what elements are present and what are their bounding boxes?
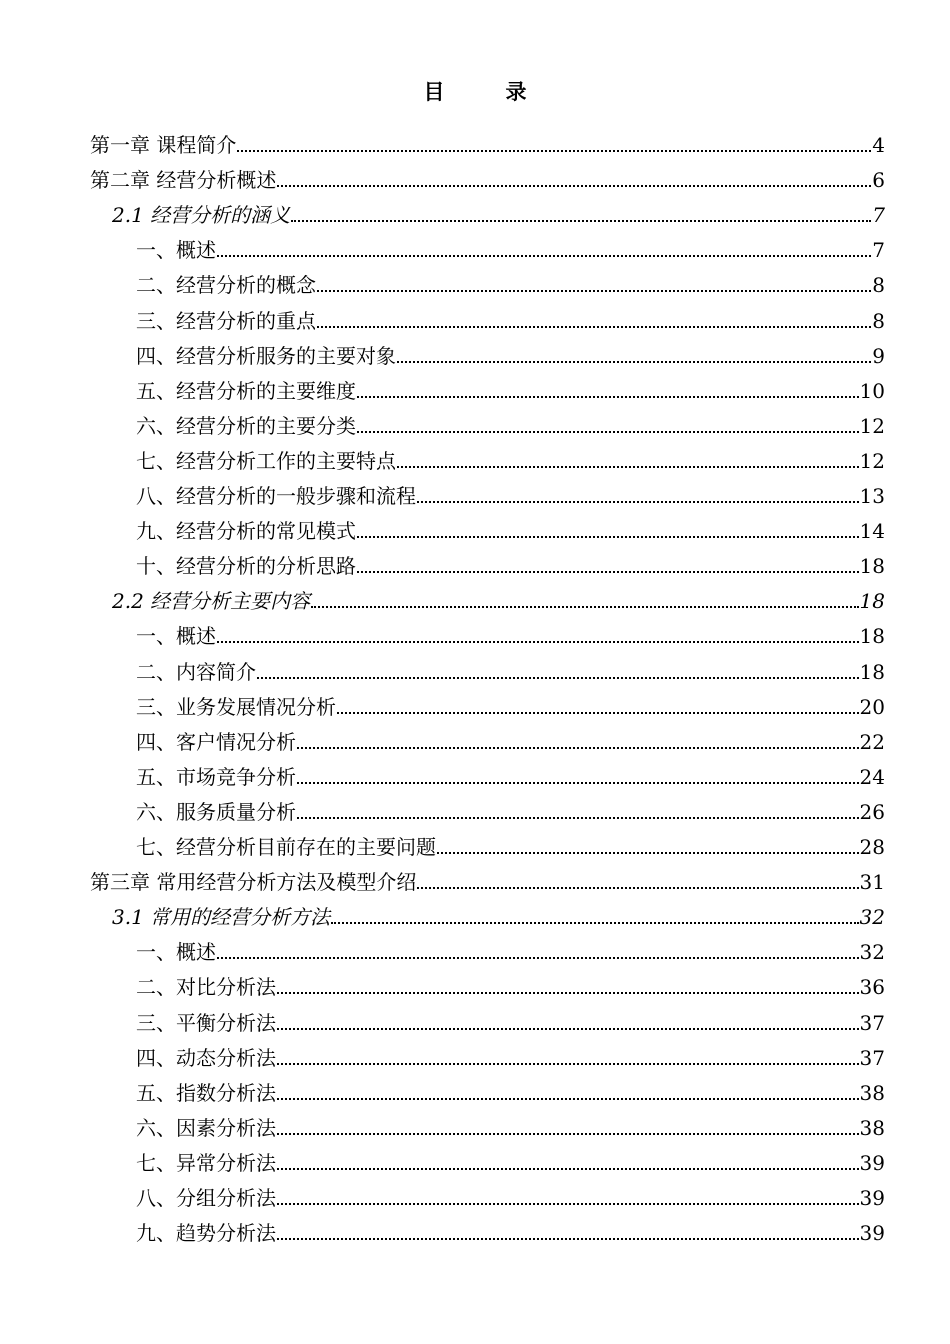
toc-entry[interactable]	[136, 684, 885, 719]
toc-entry-label: 九、经营分析的常见模式	[136, 519, 356, 544]
toc-entry-label: 二、经营分析的概念	[136, 273, 316, 298]
toc-entry-label: 2.1 经营分析的涵义	[112, 203, 291, 228]
toc-entry[interactable]	[112, 894, 885, 929]
toc-entry[interactable]	[90, 157, 885, 192]
toc-dot-leader	[277, 1063, 859, 1065]
toc-entry-page-number: 39	[859, 1221, 885, 1246]
toc-entry-page-number: 22	[859, 729, 885, 754]
toc-entry-label: 三、平衡分析法	[136, 1010, 276, 1035]
toc-entry-page-number: 20	[859, 694, 885, 719]
toc-dot-leader	[297, 817, 859, 819]
toc-entry[interactable]	[136, 368, 885, 403]
toc-entry-page-number: 32	[859, 940, 885, 965]
toc-entry-page-number: 14	[859, 519, 885, 544]
toc-dot-leader	[311, 606, 858, 608]
toc-entry[interactable]	[112, 578, 885, 613]
toc-entry-page-number: 18	[859, 659, 885, 684]
toc-title: 目 录	[423, 79, 547, 104]
toc-entry-page-number: 7	[872, 238, 885, 263]
toc-dot-leader	[277, 185, 871, 187]
toc-entry-label: 第二章 经营分析概述	[90, 168, 277, 193]
toc-entry-page-number: 31	[859, 870, 885, 895]
toc-entry-page-number: 6	[872, 168, 885, 193]
toc-entry-page-number: 36	[859, 975, 885, 1000]
toc-entry[interactable]	[136, 649, 885, 684]
toc-dot-leader	[237, 150, 871, 152]
toc-entry-label: 七、经营分析目前存在的主要问题	[136, 835, 436, 859]
toc-dot-leader	[317, 290, 871, 292]
toc-entry[interactable]	[136, 824, 885, 859]
toc-entry-page-number: 26	[859, 799, 885, 824]
toc-entry[interactable]	[136, 1000, 885, 1035]
toc-entry-label: 四、经营分析服务的主要对象	[136, 343, 396, 368]
toc-entry[interactable]	[136, 227, 885, 262]
toc-entry-label: 六、因素分析法	[136, 1115, 276, 1140]
toc-entry-label: 三、经营分析的重点	[136, 308, 316, 333]
toc-dot-leader	[357, 396, 859, 398]
toc-entry[interactable]	[136, 1140, 885, 1175]
toc-entry[interactable]	[136, 1070, 885, 1105]
toc-entry[interactable]	[136, 789, 885, 824]
toc-entry-page-number: 9	[872, 343, 885, 368]
toc-entry-page-number: 12	[859, 413, 885, 438]
toc-entry[interactable]	[136, 1035, 885, 1070]
toc-entry[interactable]	[136, 719, 885, 754]
toc-entry-label: 三、业务发展情况分析	[136, 694, 336, 719]
toc-entry-page-number: 39	[859, 1186, 885, 1210]
toc-entry[interactable]	[136, 929, 885, 964]
toc-dot-leader	[257, 677, 859, 679]
toc-entry-label: 一、概述	[136, 624, 216, 649]
toc-dot-leader	[397, 361, 871, 363]
toc-entry[interactable]	[112, 192, 885, 227]
toc-dot-leader	[437, 852, 859, 854]
toc-entry[interactable]	[136, 438, 885, 473]
toc-entry-page-number: 18	[859, 624, 885, 649]
toc-entry[interactable]	[136, 473, 885, 508]
toc-entry[interactable]	[136, 543, 885, 578]
toc-entry-label: 一、概述	[136, 940, 216, 965]
toc-entry[interactable]	[136, 298, 885, 333]
toc-dot-leader	[277, 1098, 859, 1100]
toc-entry-page-number: 37	[859, 1010, 885, 1035]
toc-entry-page-number: 10	[859, 378, 885, 403]
toc-entry-label: 七、经营分析工作的主要特点	[136, 448, 396, 473]
toc-entry[interactable]	[136, 333, 885, 368]
toc-dot-leader	[291, 220, 871, 222]
toc-entry-page-number: 38	[859, 1115, 885, 1140]
toc-entry-page-number: 37	[859, 1045, 885, 1070]
toc-dot-leader	[337, 712, 859, 714]
toc-entry-label: 六、服务质量分析	[136, 799, 296, 824]
toc-entry-page-number: 7	[872, 203, 885, 228]
toc-dot-leader	[331, 922, 858, 924]
toc-entry-label: 2.2 经营分析主要内容	[112, 589, 311, 614]
toc-entry-page-number: 4	[872, 133, 885, 157]
toc-entry-label: 八、经营分析的一般步骤和流程	[136, 484, 416, 508]
toc-entry[interactable]	[136, 964, 885, 999]
toc-entry[interactable]	[136, 1105, 885, 1140]
toc-entry-label: 五、经营分析的主要维度	[136, 378, 356, 403]
toc-entry-page-number: 38	[859, 1080, 885, 1105]
toc-entry-page-number: 24	[859, 764, 885, 789]
toc-entry-label: 六、经营分析的主要分类	[136, 413, 356, 438]
toc-entry-page-number: 18	[859, 589, 885, 614]
toc-entry-label: 第三章 常用经营分析方法及模型介绍	[90, 870, 417, 895]
toc-dot-leader	[417, 501, 859, 503]
toc-entry[interactable]	[136, 754, 885, 789]
toc-dot-leader	[277, 992, 859, 994]
toc-entry-page-number: 39	[859, 1150, 885, 1175]
toc-dot-leader	[277, 1133, 859, 1135]
toc-entry[interactable]	[136, 613, 885, 648]
toc-entry-page-number: 12	[859, 448, 885, 473]
toc-entry-label: 3.1 常用的经营分析方法	[112, 905, 331, 930]
toc-entry-label: 七、异常分析法	[136, 1150, 276, 1175]
toc-entry[interactable]	[136, 508, 885, 543]
toc-entry-page-number: 28	[859, 835, 885, 859]
toc-entry[interactable]	[136, 262, 885, 297]
toc-dot-leader	[357, 431, 859, 433]
toc-dot-leader	[417, 887, 858, 889]
toc-entry-page-number: 8	[872, 273, 885, 298]
toc-dot-leader	[297, 747, 859, 749]
toc-entry-page-number: 18	[859, 554, 885, 579]
toc-dot-leader	[397, 466, 859, 468]
toc-entry[interactable]	[136, 1175, 885, 1210]
toc-dot-leader	[217, 641, 859, 643]
toc-dot-leader	[357, 536, 859, 538]
toc-entry[interactable]	[90, 859, 885, 894]
toc-entry[interactable]	[136, 1210, 885, 1245]
toc-dot-leader	[357, 571, 859, 573]
toc-entry-page-number: 13	[859, 484, 885, 508]
toc-dot-leader	[277, 1238, 859, 1240]
toc-entry-label: 第一章 课程简介	[90, 133, 237, 157]
toc-entry-label: 四、动态分析法	[136, 1045, 276, 1070]
toc-entry-label: 九、趋势分析法	[136, 1221, 276, 1246]
toc-entry-label: 四、客户情况分析	[136, 729, 296, 754]
toc-dot-leader	[317, 326, 871, 328]
toc-entry-label: 一、概述	[136, 238, 216, 263]
toc-entry[interactable]	[136, 403, 885, 438]
toc-dot-leader	[277, 1168, 859, 1170]
toc-dot-leader	[217, 957, 859, 959]
toc-dot-leader	[217, 255, 871, 257]
toc-entry-label: 二、内容简介	[136, 659, 256, 684]
toc-entry-page-number: 32	[859, 905, 885, 930]
toc-entry-label: 五、市场竞争分析	[136, 764, 296, 789]
toc-entry-label: 二、对比分析法	[136, 975, 276, 1000]
toc-dot-leader	[297, 782, 859, 784]
toc-entry-label: 十、经营分析的分析思路	[136, 554, 356, 579]
toc-dot-leader	[277, 1203, 859, 1205]
toc-entry-label: 八、分组分析法	[136, 1186, 276, 1210]
toc-dot-leader	[277, 1028, 859, 1030]
toc-entry-page-number: 8	[872, 308, 885, 333]
toc-entry-label: 五、指数分析法	[136, 1080, 276, 1105]
toc-entry[interactable]	[90, 122, 885, 157]
